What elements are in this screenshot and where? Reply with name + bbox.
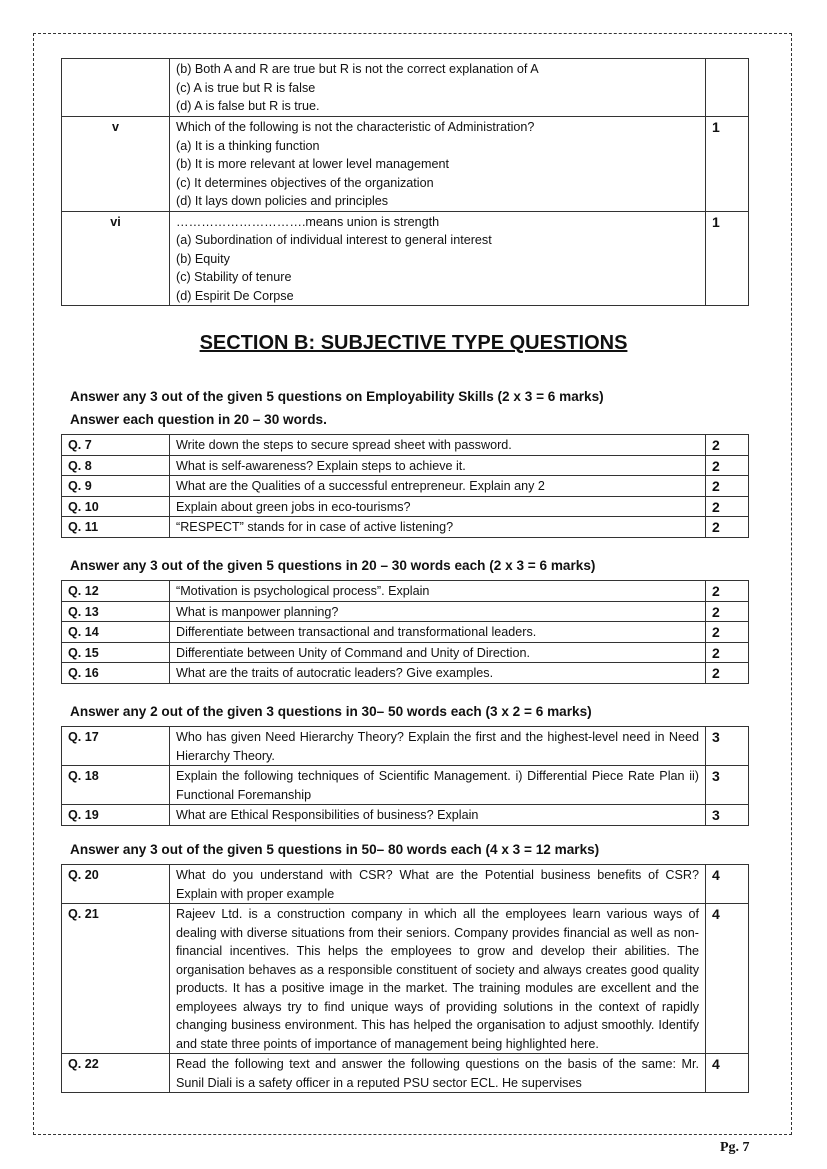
question-marks: 4 [706, 1054, 749, 1093]
table-row [62, 117, 749, 212]
question-number: Q. 12 [62, 581, 170, 602]
question-text [170, 211, 706, 306]
table-row [62, 496, 749, 517]
table-row [62, 455, 749, 476]
question-text: What is self-awareness? Explain steps to achieve it. [170, 455, 706, 476]
question-marks: 3 [706, 766, 749, 805]
table-row [62, 904, 749, 1054]
option-line: (a) It is a thinking function [176, 138, 320, 153]
question-marks: 2 [706, 435, 749, 456]
question-marks: 2 [706, 663, 749, 684]
question-marks: 2 [706, 496, 749, 517]
question-number: Q. 21 [62, 904, 170, 1054]
table-row [62, 476, 749, 497]
table-row [62, 601, 749, 622]
question-text: Write down the steps to secure spread sheet with password. [170, 435, 706, 456]
question-text [170, 117, 706, 212]
question-text: What are Ethical Responsibilities of business? Explain [170, 805, 706, 826]
table-row [62, 663, 749, 684]
question-marks: 3 [706, 727, 749, 766]
question-marks: 2 [706, 622, 749, 643]
table-row [62, 642, 749, 663]
option-line: (a) Subordination of individual interest to general interest [176, 233, 492, 247]
question-text: What are the traits of autocratic leaders? Give examples. [170, 663, 706, 684]
question-text: Differentiate between transactional and transformational leaders. [170, 622, 706, 643]
section-title: SECTION B: SUBJECTIVE TYPE QUESTIONS [199, 332, 628, 354]
option-line: (b) Equity [176, 251, 230, 266]
table-row [62, 435, 749, 456]
mcq-table [61, 58, 749, 306]
group-instruction: Answer any 3 out of the given 5 questions on Employability Skills (2 x 3 = 6 marks) [70, 389, 604, 404]
option-line: (b) It is more relevant at lower level management [176, 157, 449, 171]
question-number: Q. 8 [62, 455, 170, 476]
question-number: Q. 16 [62, 663, 170, 684]
question-text: Rajeev Ltd. is a construction company in which all the employees learn various ways of dealing with diverse situations from their seniors. Company provides financial as well as non-financial incentives. This helps the employees to grow and develop their abilities. The organisation behaves as a responsible constituent of society and always creates good quality products. It has a positive image in the market. The training modules are excellent and the employees always try to find unique ways of providing solutions in the context of rapidly changing business environment. This has helped the organisation to adjust smoothly. Identify and state three points of importance of management being highlighted here. [170, 904, 706, 1054]
option-line: (c) It determines objectives of the organization [176, 175, 434, 190]
table-row [62, 805, 749, 826]
question-text: “RESPECT” stands for in case of active listening? [170, 517, 706, 538]
table-row [62, 59, 749, 117]
option-line: (d) Espirit De Corpse [176, 288, 294, 303]
question-marks: 2 [706, 517, 749, 538]
question-number: Q. 22 [62, 1054, 170, 1093]
question-stem: ………………………….means union is strength [176, 214, 440, 229]
question-text: Explain about green jobs in eco-tourisms? [170, 496, 706, 517]
question-number: Q. 18 [62, 766, 170, 805]
question-marks: 2 [706, 642, 749, 663]
table-row [62, 517, 749, 538]
table-row [62, 766, 749, 805]
question-number: Q. 17 [62, 727, 170, 766]
table-row [62, 727, 749, 766]
question-number [62, 59, 170, 117]
questions-table [61, 864, 749, 1093]
group-instruction: Answer any 3 out of the given 5 questions in 50– 80 words each (4 x 3 = 12 marks) [70, 842, 600, 857]
table-row [62, 622, 749, 643]
option-line: (d) It lays down policies and principles [176, 194, 389, 208]
question-text: Read the following text and answer the following questions on the basis of the same: Mr. Sunil Diali is a safety officer in a reputed PSU sector ECL. He supervises [170, 1054, 706, 1093]
question-text: What are the Qualities of a successful entrepreneur. Explain any 2 [170, 476, 706, 497]
question-marks: 4 [706, 904, 749, 1054]
question-number: Q. 14 [62, 622, 170, 643]
question-stem: Which of the following is not the characteristic of Administration? [176, 120, 535, 134]
question-marks: 1 [706, 211, 749, 306]
option-line: (c) Stability of tenure [176, 270, 292, 284]
table-row [62, 211, 749, 306]
question-text: “Motivation is psychological process”. Explain [170, 581, 706, 602]
question-marks: 2 [706, 455, 749, 476]
group-instruction: Answer any 3 out of the given 5 questions in 20 – 30 words each (2 x 3 = 6 marks) [70, 558, 596, 573]
question-marks: 2 [706, 601, 749, 622]
question-marks: 3 [706, 805, 749, 826]
question-number: Q. 19 [62, 805, 170, 826]
question-number: Q. 9 [62, 476, 170, 497]
question-marks: 4 [706, 865, 749, 904]
question-text: Who has given Need Hierarchy Theory? Explain the first and the highest-level need in Need Hierarchy Theory. [170, 727, 706, 766]
table-row [62, 1054, 749, 1093]
option-line: (d) A is false but R is true. [176, 99, 320, 113]
question-text: What do you understand with CSR? What are the Potential business benefits of CSR? Explain with proper example [170, 865, 706, 904]
questions-table [61, 434, 749, 538]
question-number: v [62, 117, 170, 212]
question-marks [706, 59, 749, 117]
group-instruction: Answer each question in 20 – 30 words. [70, 412, 327, 427]
question-number: Q. 20 [62, 865, 170, 904]
questions-table [61, 726, 749, 826]
table-row [62, 865, 749, 904]
question-marks: 2 [706, 581, 749, 602]
questions-table [61, 580, 749, 684]
question-number: vi [62, 211, 170, 306]
question-number: Q. 13 [62, 601, 170, 622]
group-instruction: Answer any 2 out of the given 3 questions in 30– 50 words each (3 x 2 = 6 marks) [70, 704, 592, 719]
question-number: Q. 15 [62, 642, 170, 663]
question-number: Q. 11 [62, 517, 170, 538]
question-text: Explain the following techniques of Scientific Management. i) Differential Piece Rate Plan ii) Functional Foremanship [170, 766, 706, 805]
question-marks: 1 [706, 117, 749, 212]
question-number: Q. 7 [62, 435, 170, 456]
page-number: Pg. 7 [720, 1140, 750, 1155]
option-line: (b) Both A and R are true but R is not the correct explanation of A [176, 62, 539, 76]
option-line: (c) A is true but R is false [176, 80, 316, 95]
question-text: Differentiate between Unity of Command and Unity of Direction. [170, 642, 706, 663]
table-row [62, 581, 749, 602]
question-text [170, 59, 706, 117]
question-number: Q. 10 [62, 496, 170, 517]
question-marks: 2 [706, 476, 749, 497]
question-text: What is manpower planning? [170, 601, 706, 622]
